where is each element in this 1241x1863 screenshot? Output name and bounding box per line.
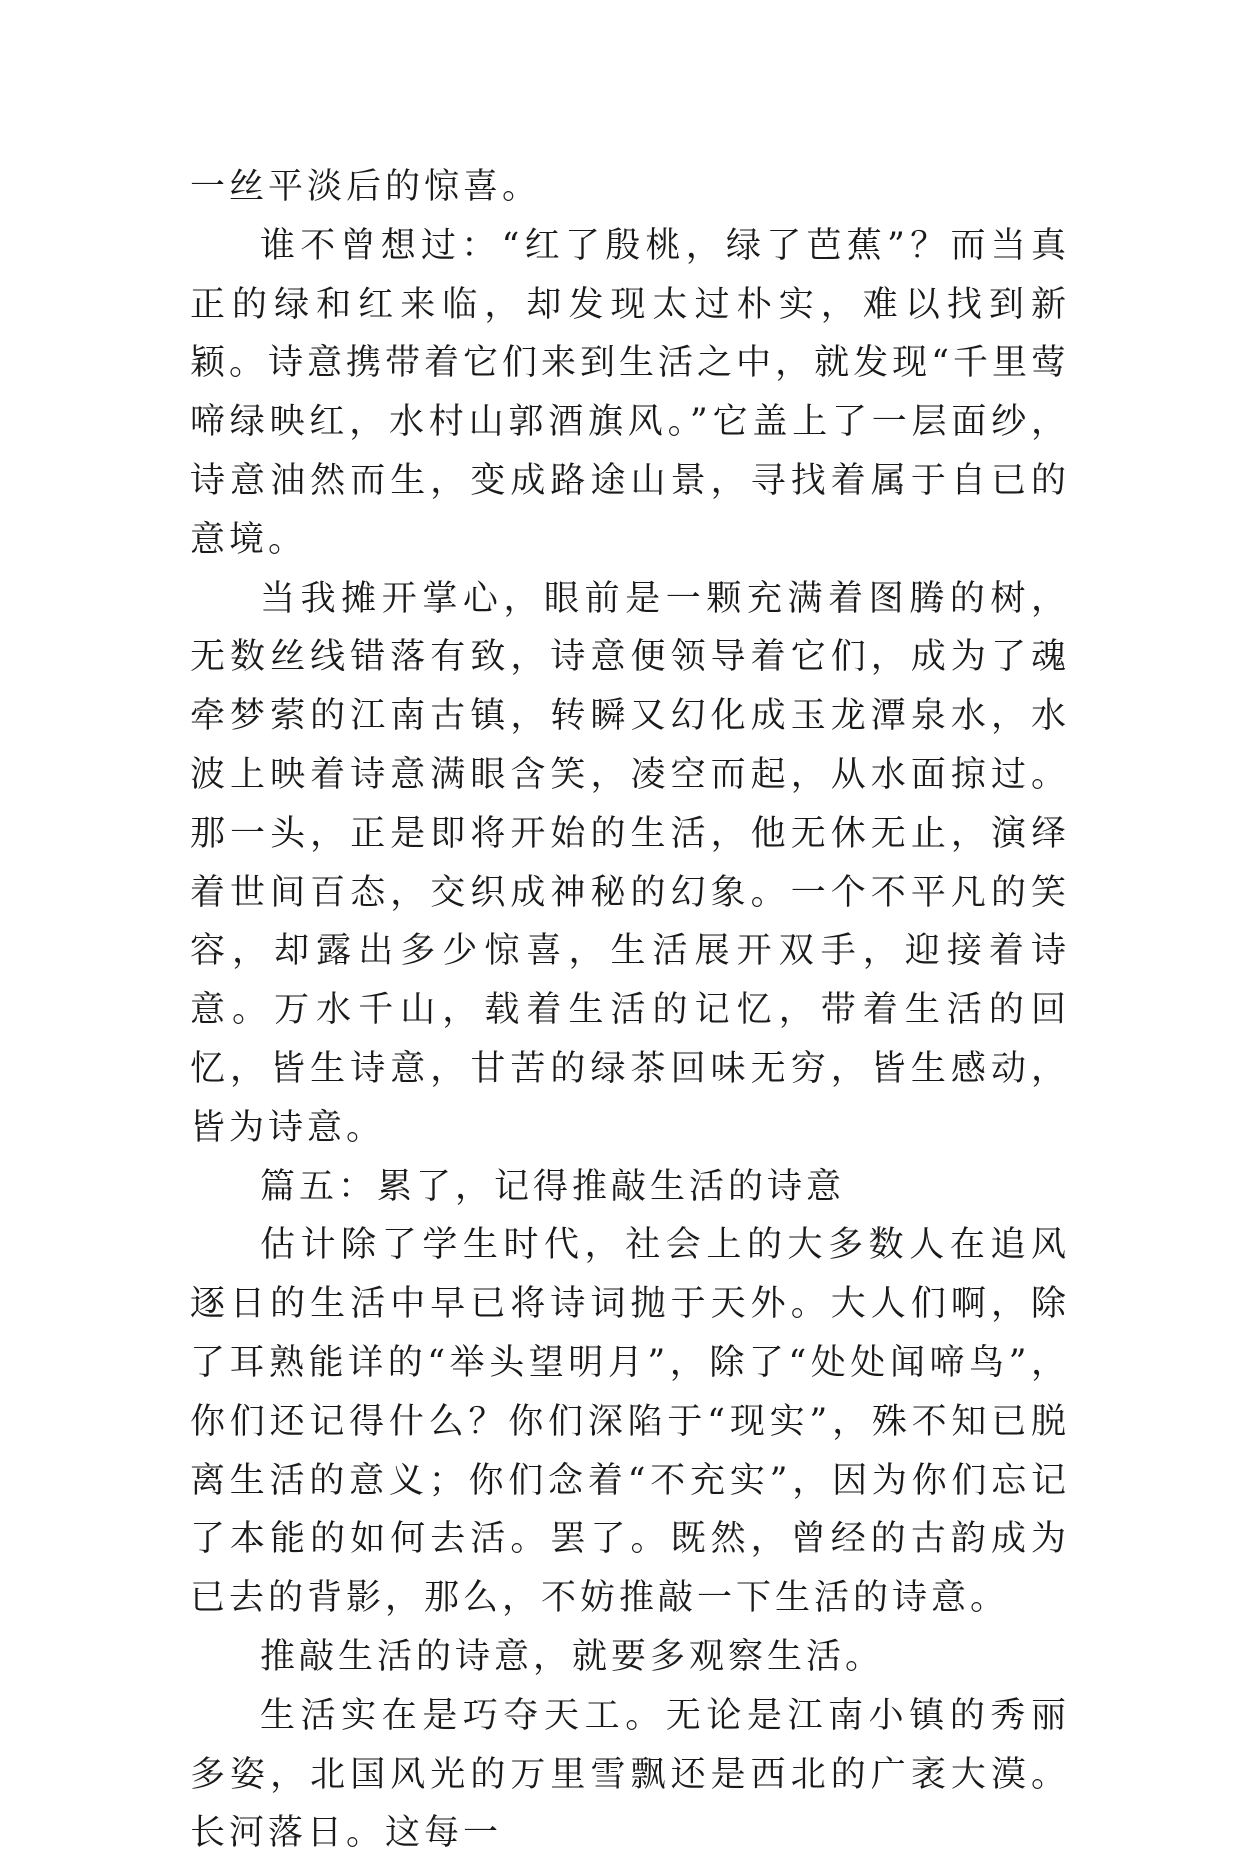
paragraph-continuation: 一丝平淡后的惊喜。 — [190, 167, 542, 207]
body-text — [190, 158, 1070, 1863]
paragraph-observe-life: 推敲生活的诗意，就要多观察生活。 — [260, 1636, 885, 1677]
paragraph-student-era: 估计除了学生时代，社会上的大多数人在追风逐日的生活中早已将诗词抛于天外。大人们啊，除了耳熟能详的“举头望明月”，除了“处处闻啼鸟”，你们还记得什么？你们深陷于“现实”，殊不知已脱离生活的意义；你们念着“不充实”，因为你们忘记了本能的如何去活。罢了。既然，曾经的古韵成为已去的背影，那么，不妨推敲一下生活的诗意。 — [190, 1225, 1070, 1619]
section-heading: 篇五：累了，记得推敲生活的诗意 — [260, 1166, 846, 1207]
paragraph-red-green: 谁不曾想过：“红了殷桃，绿了芭蕉”？而当真正的绿和红来临，却发现太过朴实，难以找到新颖。诗意携带着它们来到生活之中，就发现“千里莺啼绿映红，水村山郭酒旗风。”它盖上了一层面纱，诗意油然而生，变成路途山景，寻找着属于自已的意境。 — [190, 225, 1070, 560]
paragraph-open-palm: 当我摊开掌心，眼前是一颗充满着图腾的树，无数丝线错落有致，诗意便领导着它们，成为了魂牵梦萦的江南古镇，转瞬又幻化成玉龙潭泉水，水波上映着诗意满眼含笑，凌空而起，从水面掠过。那一头，正是即将开始的生活，他无休无止，演绎着世间百态，交织成神秘的幻象。一个不平凡的笑容，却露出多少惊喜，生活展开双手，迎接着诗意。万水千山，载着生活的记忆，带着生活的回忆，皆生诗意，甘苦的绿茶回味无穷，皆生感动，皆为诗意。 — [190, 578, 1070, 1148]
paragraph-ingenious-life: 生活实在是巧夺天工。无论是江南小镇的秀丽多姿，北国风光的万里雪飘还是西北的广袤大漠。长河落日。这每一 — [190, 1695, 1070, 1854]
